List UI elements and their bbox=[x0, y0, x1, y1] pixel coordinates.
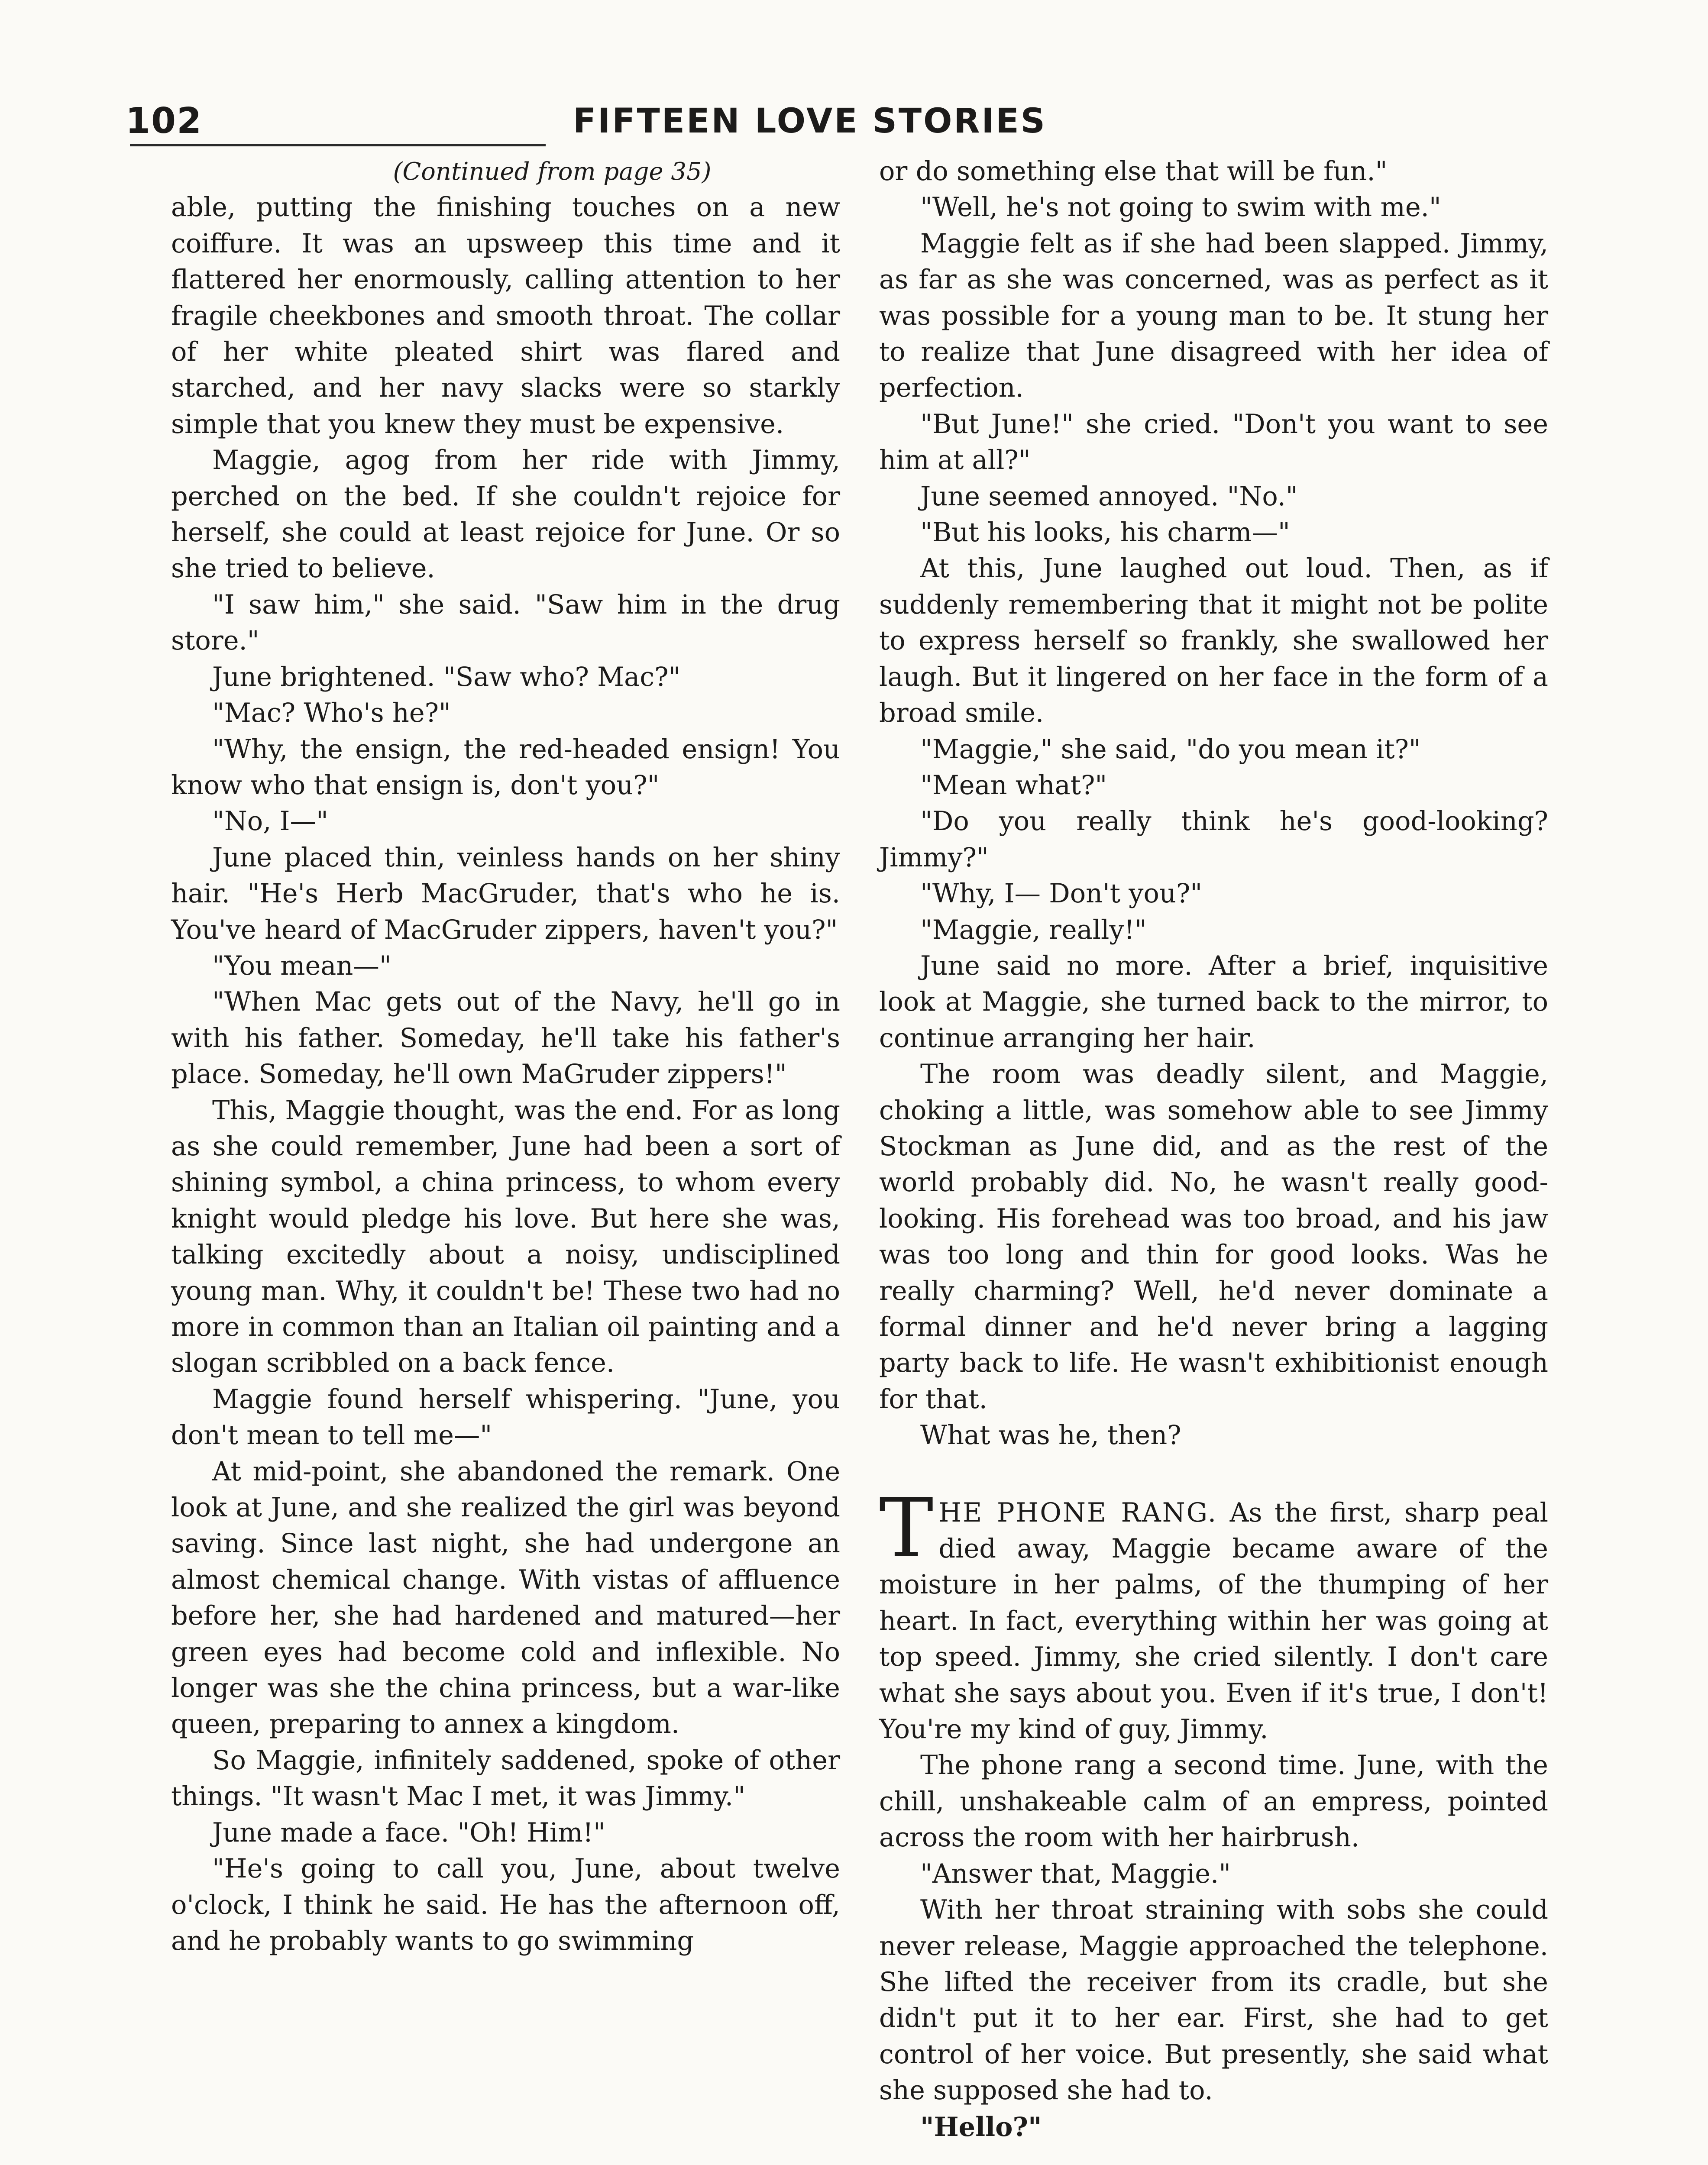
right-column bbox=[879, 154, 1548, 2145]
paragraph: Maggie felt as if she had been slapped. Jimmy, as far as she was concerned, was as perfect as it was possible for a young man to be. It stung her to realize that June disagreed with her idea of perfection. bbox=[879, 228, 1548, 404]
paragraph: Maggie, agog from her ride with Jimmy, perched on the bed. If she couldn't rejoice for herself, she could at least rejoice for June. Or so she tried to believe. bbox=[171, 445, 840, 584]
paragraph: This, Maggie thought, was the end. For as long as she could remember, June had been a sort of shining symbol, a china princess, to whom every knight would pledge his love. But here she was, talking excitedly about a noisy, undisciplined young man. Why, it couldn't be! These two had no more in common than an Italian oil painting and a slogan scribbled on a back fence. bbox=[171, 1095, 840, 1379]
paragraph: The phone rang a second time. June, with the chill, unshakeable calm of an empress, pointed across the room with her hairbrush. bbox=[879, 1750, 1548, 1853]
paragraph: At this, June laughed out loud. Then, as if suddenly remembering that it might not be polite to express herself so frankly, she swallowed her laugh. But it lingered on her face in the form of a broad smile. bbox=[879, 553, 1548, 729]
paragraph: "When Mac gets out of the Navy, he'll go in with his father. Someday, he'll take his father's place. Someday, he'll own MaGruder zippers!" bbox=[171, 987, 840, 1090]
page-number: 102 bbox=[126, 100, 203, 142]
paragraph: "I saw him," she said. "Saw him in the drug store." bbox=[171, 589, 840, 656]
paragraph: able, putting the finishing touches on a new coiffure. It was an upsweep this time and it flattered her enormously, calling attention to her fragile cheekbones and smooth throat. The collar of her white pleated shirt was flared and starched, and her navy slacks were so starkly simple that you knew they must be expensive. bbox=[171, 192, 840, 439]
continued-note: (Continued from page 35) bbox=[393, 158, 712, 186]
paragraph: "Do you really think he's good-looking? Jimmy?" bbox=[879, 806, 1548, 873]
header-rule bbox=[130, 144, 546, 146]
closing-line: "Hello?" bbox=[920, 2111, 1042, 2142]
paragraph: "Maggie," she said, "do you mean it?" bbox=[920, 734, 1421, 765]
paragraph: What was he, then? bbox=[920, 1420, 1181, 1451]
paragraph: "Mean what?" bbox=[920, 770, 1107, 801]
paragraph: The room was deadly silent, and Maggie, choking a little, was somehow able to see Jimmy Stockman as June did, and as the rest of the world probably did. No, he wasn't really good-looking. His forehead was too broad, and his jaw was too long and thin for good looks. Was he really charming? Well, he'd never dominate a formal dinner and he'd never bring a lagging party back to life. He wasn't exhibitionist enough for that. bbox=[879, 1059, 1548, 1415]
paragraph: June brightened. "Saw who? Mac?" bbox=[212, 662, 681, 692]
paragraph: "You mean—" bbox=[212, 950, 391, 981]
section-opening-text: As the first, sharp peal died away, Maggie became aware of the moisture in her palms, of the thumping of her heart. In fact, everything within her was going at top speed. Jimmy, she cried silently. I don't care what she says about you. Even if it's true, I don't! You're my kind of guy, Jimmy. bbox=[879, 1497, 1549, 1745]
running-title: FIFTEEN LOVE STORIES bbox=[573, 102, 1047, 141]
paragraph: "Mac? Who's he?" bbox=[212, 698, 451, 729]
paragraph: June seemed annoyed. "No." bbox=[920, 481, 1298, 512]
paragraph: "No, I—" bbox=[212, 806, 328, 837]
drop-cap: T bbox=[879, 1480, 934, 1576]
paragraph: June said no more. After a brief, inquisitive look at Maggie, she turned back to the mirror, to continue arranging her hair. bbox=[879, 950, 1548, 1053]
paragraph: "But his looks, his charm—" bbox=[920, 517, 1290, 548]
left-column bbox=[171, 154, 840, 1959]
paragraph: "He's going to call you, June, about twelve o'clock, I think he said. He has the afternoon off, and he probably wants to go swimming bbox=[171, 1854, 840, 1956]
paragraph: "Why, the ensign, the red-headed ensign! You know who that ensign is, don't you?" bbox=[171, 734, 840, 801]
section-opening-paragraph bbox=[879, 1480, 1549, 1748]
paragraph: "Why, I— Don't you?" bbox=[920, 879, 1203, 909]
paragraph: At mid-point, she abandoned the remark. One look at June, and she realized the girl was beyond saving. Since last night, she had undergone an almost chemical change. With vistas of affluence before her, she had hardened and matured—her green eyes had become cold and inflexible. No longer was she the china princess, but a war-like queen, preparing to annex a kingdom. bbox=[171, 1456, 840, 1740]
paragraph: With her throat straining with sobs she could never release, Maggie approached the telephone. She lifted the receiver from its cradle, but she didn't put it to her ear. First, she had to get control of her voice. But presently, she said what she supposed she had to. bbox=[879, 1895, 1548, 2106]
paragraph: Maggie found herself whispering. "June, you don't mean to tell me—" bbox=[171, 1384, 840, 1451]
paragraph: June placed thin, veinless hands on her shiny hair. "He's Herb MacGruder, that's who he is. You've heard of MacGruder zippers, haven't you?" bbox=[171, 842, 840, 945]
paragraph: "Maggie, really!" bbox=[920, 914, 1147, 945]
paragraph: June made a face. "Oh! Him!" bbox=[212, 1817, 605, 1848]
paragraph: "Answer that, Maggie." bbox=[920, 1858, 1231, 1889]
section-lead-in: HE PHONE RANG. bbox=[938, 1497, 1218, 1528]
paragraph: "Well, he's not going to swim with me." bbox=[920, 192, 1441, 223]
paragraph: or do something else that will be fun." bbox=[879, 156, 1388, 187]
paragraph: So Maggie, infinitely saddened, spoke of other things. "It wasn't Mac I met, it was Jimmy." bbox=[171, 1745, 840, 1812]
paragraph: "But June!" she cried. "Don't you want to see him at all?" bbox=[879, 409, 1548, 476]
page-header bbox=[126, 97, 1494, 149]
